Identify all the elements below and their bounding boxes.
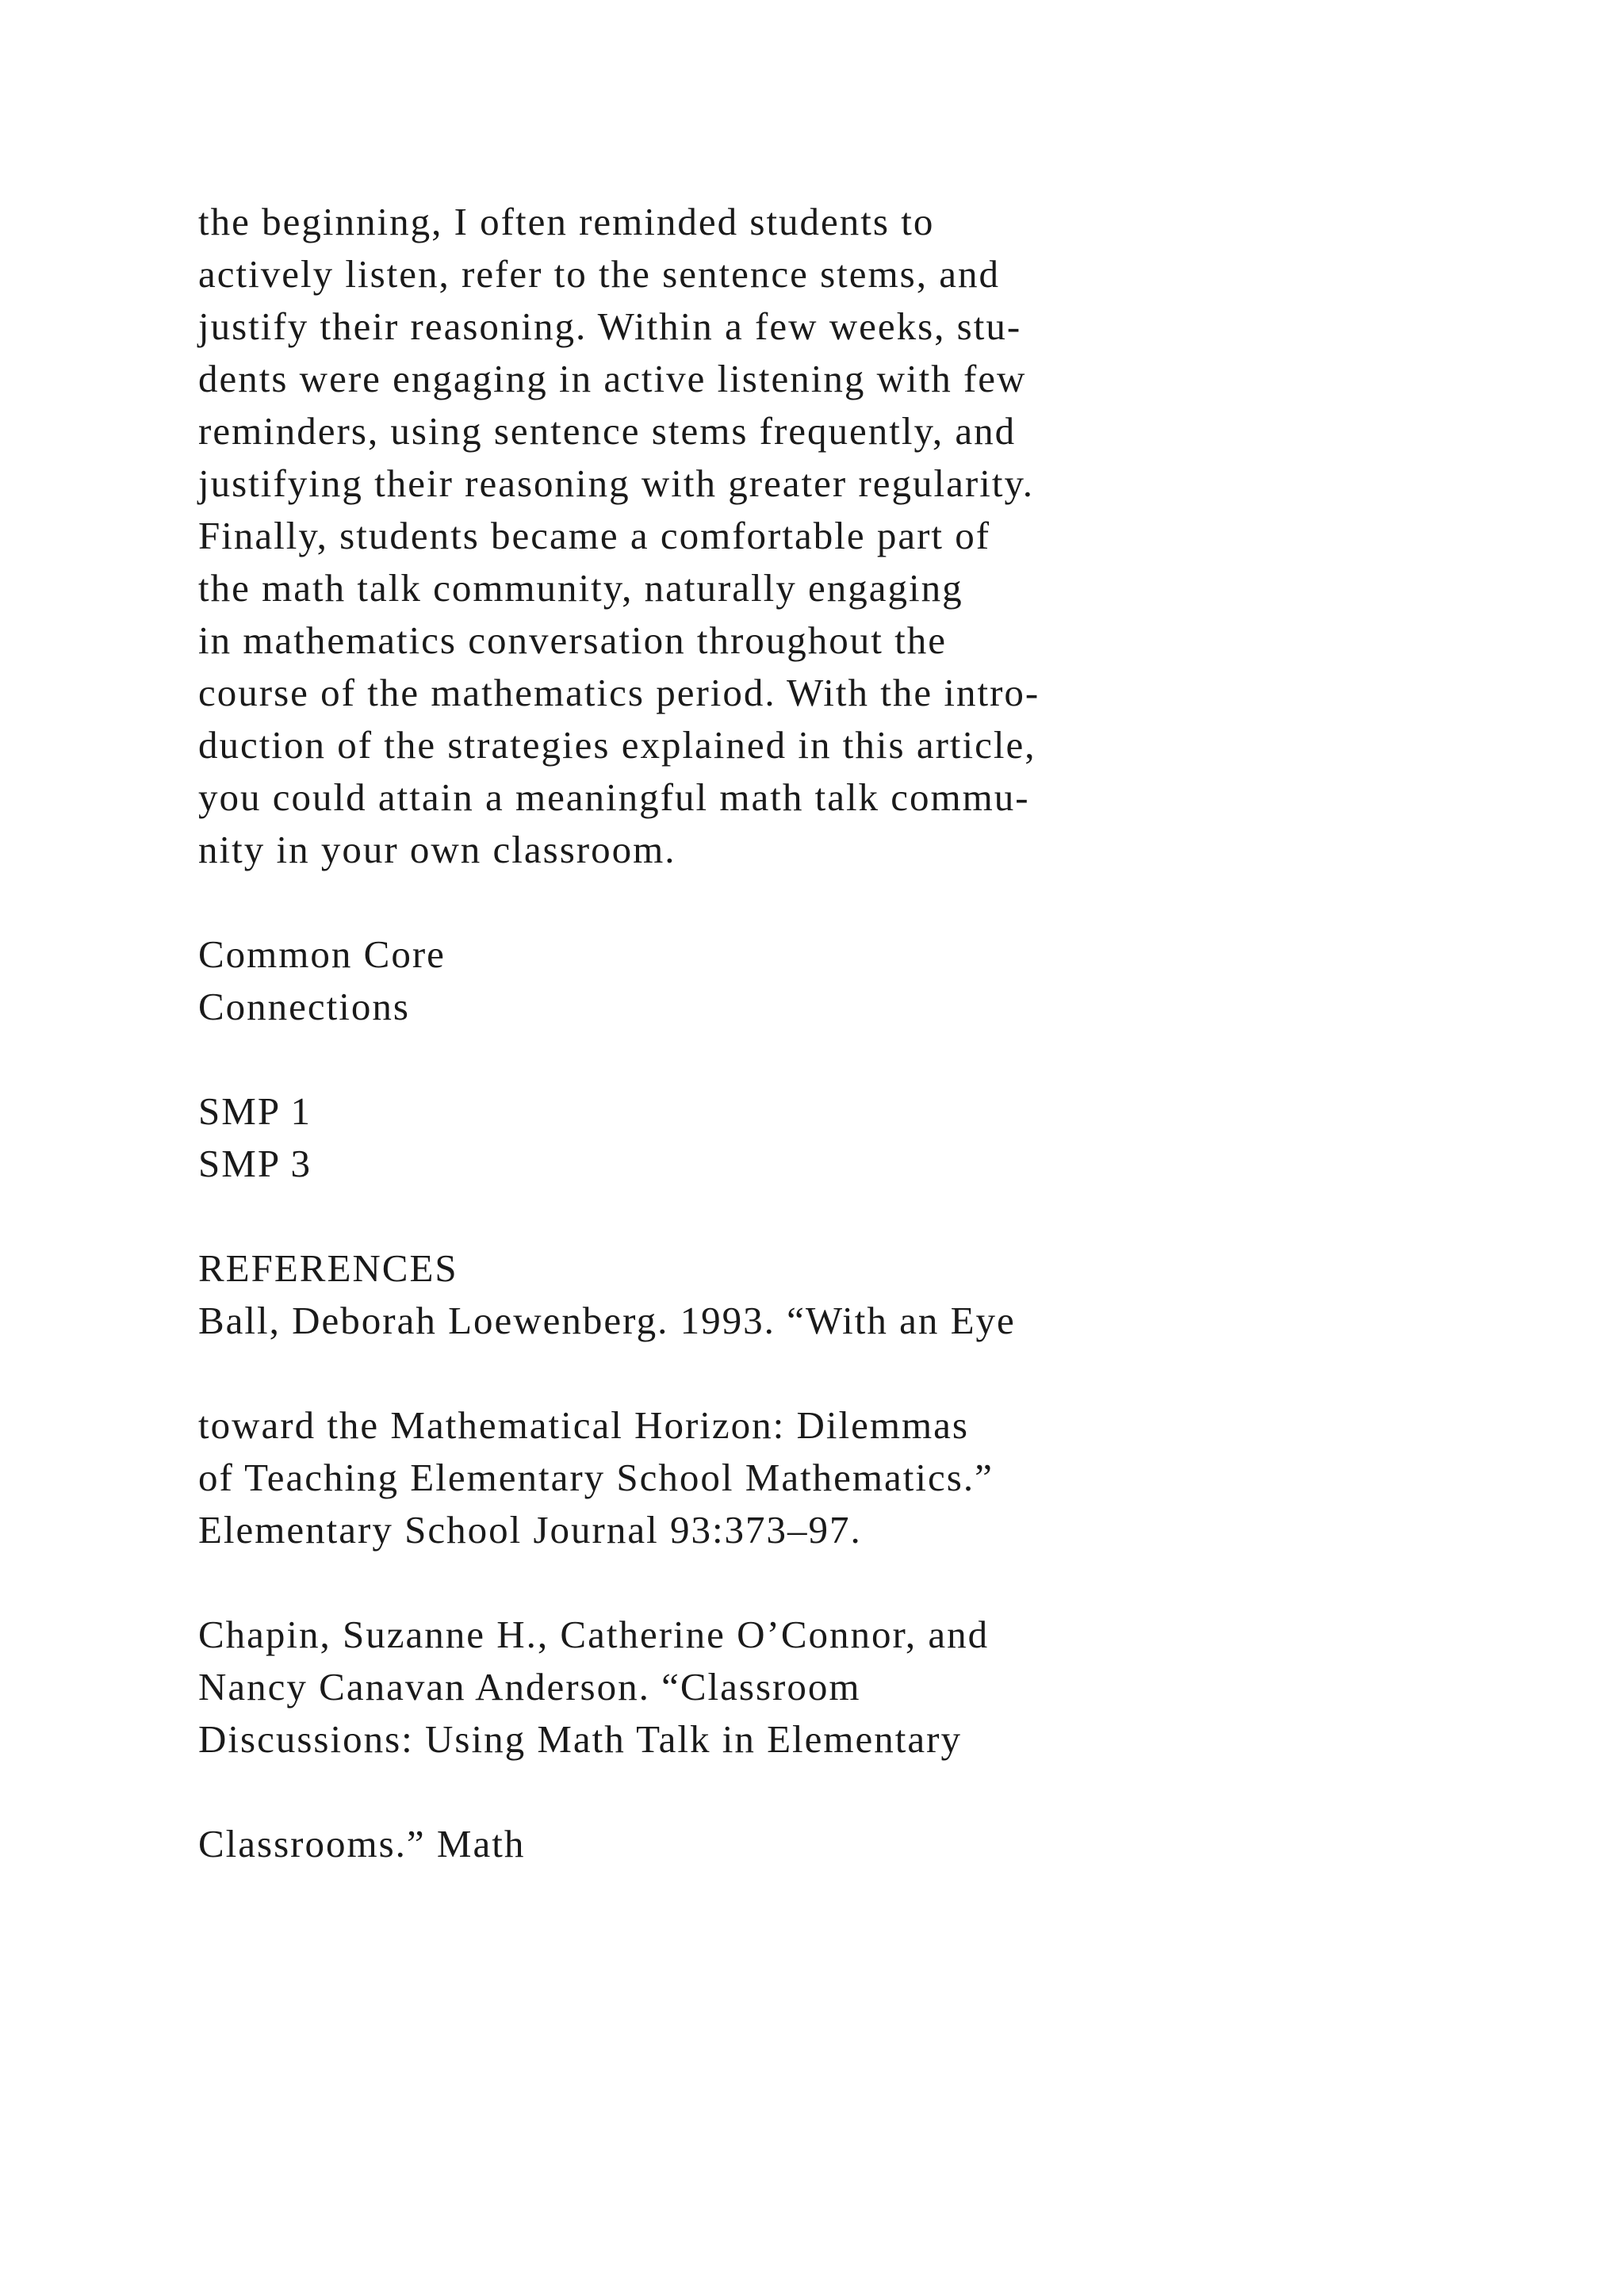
standards-list bbox=[198, 1085, 1467, 1190]
body-line: you could attain a meaningful math talk commu- bbox=[198, 775, 1030, 819]
references-section bbox=[198, 1242, 1467, 1870]
blank-line bbox=[198, 1766, 1467, 1818]
blank-line bbox=[198, 1033, 1467, 1085]
reference-line: Chapin, Suzanne H., Catherine O’Connor, and bbox=[198, 1613, 990, 1656]
reference-line: toward the Mathematical Horizon: Dilemmas bbox=[198, 1403, 969, 1447]
reference-line: Nancy Canavan Anderson. “Classroom bbox=[198, 1665, 861, 1709]
body-line: dents were engaging in active listening with few bbox=[198, 357, 1027, 400]
text-column bbox=[198, 196, 1467, 1870]
body-line: actively listen, refer to the sentence stems, and bbox=[198, 252, 1000, 296]
body-line: justifying their reasoning with greater regularity. bbox=[198, 461, 1035, 505]
blank-line bbox=[198, 1190, 1467, 1242]
reference-line: Discussions: Using Math Talk in Elementary bbox=[198, 1717, 962, 1761]
standard-item: SMP 3 bbox=[198, 1142, 312, 1185]
body-line: in mathematics conversation throughout the bbox=[198, 618, 948, 662]
references-heading: REFERENCES bbox=[198, 1246, 458, 1290]
body-line: the math talk community, naturally engaging bbox=[198, 566, 963, 610]
reference-line: Elementary School Journal 93:373–97. bbox=[198, 1508, 862, 1552]
body-line: course of the mathematics period. With the intro- bbox=[198, 671, 1040, 714]
reference-chapin bbox=[198, 1609, 1467, 1870]
body-line: reminders, using sentence stems frequently, and bbox=[198, 409, 1017, 453]
body-line: Finally, students became a comfortable part of bbox=[198, 514, 991, 557]
common-core-heading-line: Connections bbox=[198, 985, 410, 1028]
blank-line bbox=[198, 1347, 1467, 1399]
standard-item: SMP 1 bbox=[198, 1089, 312, 1133]
body-line: nity in your own classroom. bbox=[198, 828, 676, 871]
reference-line: of Teaching Elementary School Mathematics.” bbox=[198, 1456, 994, 1499]
reference-line: Classrooms.” Math bbox=[198, 1822, 526, 1866]
common-core-heading-line: Common Core bbox=[198, 932, 446, 976]
body-line: duction of the strategies explained in this article, bbox=[198, 723, 1036, 767]
body-paragraph bbox=[198, 196, 1467, 876]
common-core-heading bbox=[198, 928, 1467, 1033]
reference-ball bbox=[198, 1295, 1467, 1556]
body-line: justify their reasoning. Within a few weeks, stu- bbox=[198, 304, 1022, 348]
blank-line bbox=[198, 876, 1467, 928]
body-line: the beginning, I often reminded students to bbox=[198, 200, 935, 243]
blank-line bbox=[198, 1556, 1467, 1609]
reference-line: Ball, Deborah Loewenberg. 1993. “With an Eye bbox=[198, 1299, 1016, 1342]
